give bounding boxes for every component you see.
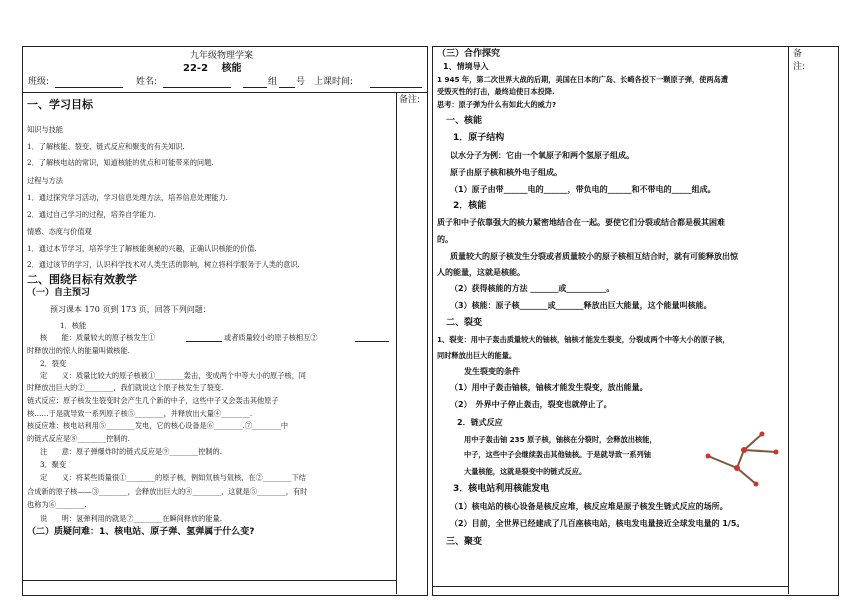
heading-power-plant: 3．核电站利用核能发电 bbox=[453, 484, 550, 494]
atom bbox=[734, 465, 740, 471]
cooperative-inquiry-title: （三）合作探究 bbox=[437, 49, 501, 59]
heading-fusion: 三、聚变 bbox=[446, 537, 483, 547]
atomic-structure-1: 以水分子为例：它由一个氧原子和两个氢原子组成。 bbox=[450, 151, 634, 160]
chain-reaction-1: 用中子轰击铀 235 原子核，铀核在分裂时，会释放出核能， bbox=[464, 435, 657, 444]
goal-process-1: 1．通过探究学习活动，学习信息处理方法，培养信息处理能力. bbox=[27, 193, 228, 202]
preview-nuclear-energy-head: 1．核能 bbox=[60, 321, 87, 330]
scenario-head: 1、情境导入 bbox=[443, 62, 489, 71]
goal-knowledge-2: 2．了解核电站的常识，知道核能的优点和可能带来的问题. bbox=[27, 158, 214, 167]
core-energy-1: 质子和中子依靠强大的核力紧密地结合在一起。要使它们分裂或结合都是极其困难 bbox=[437, 218, 725, 227]
right-notes-label: 备 bbox=[793, 49, 803, 59]
rod bbox=[744, 434, 762, 450]
core-energy-5: （2）获得核能的方法 _______或__________。 bbox=[450, 284, 615, 293]
preview-reactor-2: 的链式反应是⑧________控制的. bbox=[27, 434, 130, 443]
preview-fission-def-2: 时释放出巨大的②________，我们就说这个原子核发生了裂变. bbox=[27, 383, 224, 392]
right-notes-label-2: 注: bbox=[793, 62, 806, 72]
fission-condition-head: 发生裂变的条件 bbox=[464, 367, 520, 376]
goal-group-process: 过程与方法 bbox=[27, 176, 63, 185]
time-field[interactable] bbox=[370, 87, 422, 88]
preview-reactor-1: 核反应堆：核电站利用⑤________发电，它的核心设备是⑥________.⑦________中 bbox=[27, 421, 289, 430]
scenario-text-2: 受毁灭性的打击，最终迫使日本投降. bbox=[437, 87, 555, 96]
atomic-structure-3: （1）原子由带______电的______，带负电的______和不带电的_____组成。 bbox=[450, 185, 716, 194]
chain-reaction-3: 大量核能，这就是裂变中的链式反应。 bbox=[464, 467, 587, 476]
self-preview-title: （一）自主预习 bbox=[27, 288, 91, 298]
scenario-question: 思考：原子弹为什么有如此大的威力? bbox=[437, 100, 557, 109]
blank-field[interactable] bbox=[355, 341, 389, 342]
right-notes-divider bbox=[788, 46, 789, 594]
preview-fusion-def-1: 定 义：将某些质量很①________的原子核，例如氘核与氚核，在②________下结 bbox=[40, 473, 306, 482]
scenario-text-1: 1 945 年，第二次世界大战的后期，美国在日本的广岛、长崎各投下一颗原子弹，使两岛遭 bbox=[437, 75, 728, 84]
chain-reaction-diagram bbox=[700, 424, 784, 490]
preview-chain-reaction-2: 核……于是就导致一系列原子核⑤________，并释放出大量④________. bbox=[27, 409, 253, 418]
preview-fusion-note: 说 明：氢弹利用的就是⑦________在瞬间释放的能量. bbox=[40, 514, 222, 523]
core-energy-4: 人的能量，这就是核能。 bbox=[437, 268, 525, 277]
fission-def-2: 同时释放出巨大的能量。 bbox=[437, 351, 517, 360]
core-energy-2: 的。 bbox=[437, 235, 453, 244]
left-notes-divider bbox=[396, 92, 397, 594]
left-bottom-divider bbox=[22, 580, 397, 581]
goal-process-2: 2．通过自己学习的过程，培养自学能力. bbox=[27, 210, 157, 219]
heading-core-energy: 2．核能 bbox=[453, 201, 487, 211]
student-info-line bbox=[28, 78, 424, 90]
preview-fission-head: 2．裂变 bbox=[40, 359, 67, 368]
goal-group-knowledge: 知识与技能 bbox=[27, 125, 63, 134]
preview-fusion-def-3: 也称为⑥________. bbox=[27, 500, 87, 509]
preview-nuclear-energy-def-a: 核 能：质量较大的原子核发生① bbox=[40, 333, 156, 342]
class-label: 班级: bbox=[28, 77, 50, 87]
section-teaching-title: 二、围绕目标有效教学 bbox=[27, 273, 137, 286]
goal-attitude-1: 1．通过本节学习，培养学生了解核能奥秘的兴趣，正确认识核能的价值. bbox=[27, 244, 257, 253]
right-bottom-divider bbox=[432, 586, 789, 587]
name-label: 姓名: bbox=[136, 77, 158, 87]
class-field[interactable] bbox=[55, 87, 123, 88]
heading-fission: 二、裂变 bbox=[446, 318, 483, 328]
fission-condition-2: （2） 外界中子停止轰击，裂变也就停止了。 bbox=[450, 400, 612, 409]
right-table bbox=[432, 46, 839, 596]
preview-nuclear-energy-def-c: 时释放出的惊人的能量叫做核能. bbox=[27, 346, 130, 355]
preview-nuclear-energy-def-b: 或者质量较小的原子核相互② bbox=[224, 333, 318, 342]
heading-atomic-structure: 1．原子结构 bbox=[453, 133, 505, 143]
left-header-divider bbox=[22, 92, 427, 93]
goal-group-attitude: 情感、态度与价值观 bbox=[27, 227, 92, 236]
preview-intro: 预习课本 170 页到 173 页，回答下列问题： bbox=[50, 305, 211, 314]
fission-def-1: 1、裂变：用中子轰击质量较大的铀核，铀核才能发生裂变，分裂成两个中等大小的原子核， bbox=[437, 335, 730, 344]
diagram-rods bbox=[708, 434, 776, 484]
lesson-title: 22-2 核能 bbox=[183, 63, 242, 74]
question-title: （二）质疑问难：1、核电站、原子弹、氢弹属于什么变? bbox=[27, 527, 255, 537]
name-field[interactable] bbox=[163, 87, 231, 88]
atom bbox=[760, 432, 765, 437]
atomic-structure-2: 原子由原子核和核外电子组成。 bbox=[450, 168, 562, 177]
heading-nuclear-energy: 一、核能 bbox=[446, 116, 483, 126]
atom bbox=[754, 482, 759, 487]
core-energy-3: 质量较大的原子核发生分裂或者质量较小的原子核相互结合时，就有可能释放出惊 bbox=[450, 252, 738, 261]
preview-fusion-def-2: 合成新的原子核——③________，会释放出巨大的④________，这就是⑤________，有时 bbox=[27, 487, 308, 496]
number-label: 号 bbox=[296, 77, 306, 87]
atom bbox=[774, 450, 779, 455]
rod bbox=[737, 468, 756, 484]
core-energy-6: （3）核能：原子核_______或_______释放出巨大能量，这个能量叫核能。 bbox=[450, 301, 712, 310]
worksheet-title: 九年级物理学案 bbox=[190, 51, 254, 61]
chain-reaction-head: 2．链式反应 bbox=[457, 418, 503, 427]
power-plant-1: （1）核电站的核心设备是核反应堆，核反应堆是原子核发生链式反应的场所。 bbox=[450, 502, 728, 511]
group-field[interactable] bbox=[243, 87, 267, 88]
fission-condition-1: （1）用中子轰击铀核，铀核才能发生裂变，放出能量。 bbox=[450, 383, 648, 392]
chain-reaction-2: 中子，这些中子会继续轰击其他铀核。于是就导致一系列铀 bbox=[464, 450, 651, 459]
goal-attitude-2: 2．通过该节的学习，认识科学技术对人类生活的影响，树立将科学服务于人类的意识. bbox=[27, 260, 300, 269]
atom bbox=[706, 454, 711, 459]
preview-chain-reaction-1: 链式反应：原子核发生裂变时会产生几个新的中子，这些中子又会轰击其他原子 bbox=[27, 396, 279, 405]
section-goals-title: 一、学习目标 bbox=[27, 98, 93, 111]
number-field[interactable] bbox=[279, 87, 295, 88]
preview-fission-def-1: 定 义：质量比较大的原子核被①________轰击，变成两个中等大小的原子核，同 bbox=[40, 371, 306, 380]
left-notes-label: 备注: bbox=[399, 95, 421, 105]
preview-fusion-head: 3．聚变 bbox=[40, 460, 67, 469]
time-label: 上课时间: bbox=[314, 77, 354, 87]
rod bbox=[708, 456, 737, 468]
atom bbox=[741, 447, 747, 453]
blank-field[interactable] bbox=[186, 341, 222, 342]
goal-knowledge-1: 1．了解核能、裂变、链式反应和聚变的有关知识. bbox=[27, 142, 185, 151]
rod bbox=[744, 450, 776, 452]
power-plant-2: （2）目前，全世界已经建成了几百座核电站，核电发电量接近全球发电量的 1/5。 bbox=[450, 519, 745, 528]
group-label: 组 bbox=[268, 77, 278, 87]
preview-note: 注 意：原子弹爆炸时的链式反应是⑨________控制的. bbox=[40, 447, 222, 456]
